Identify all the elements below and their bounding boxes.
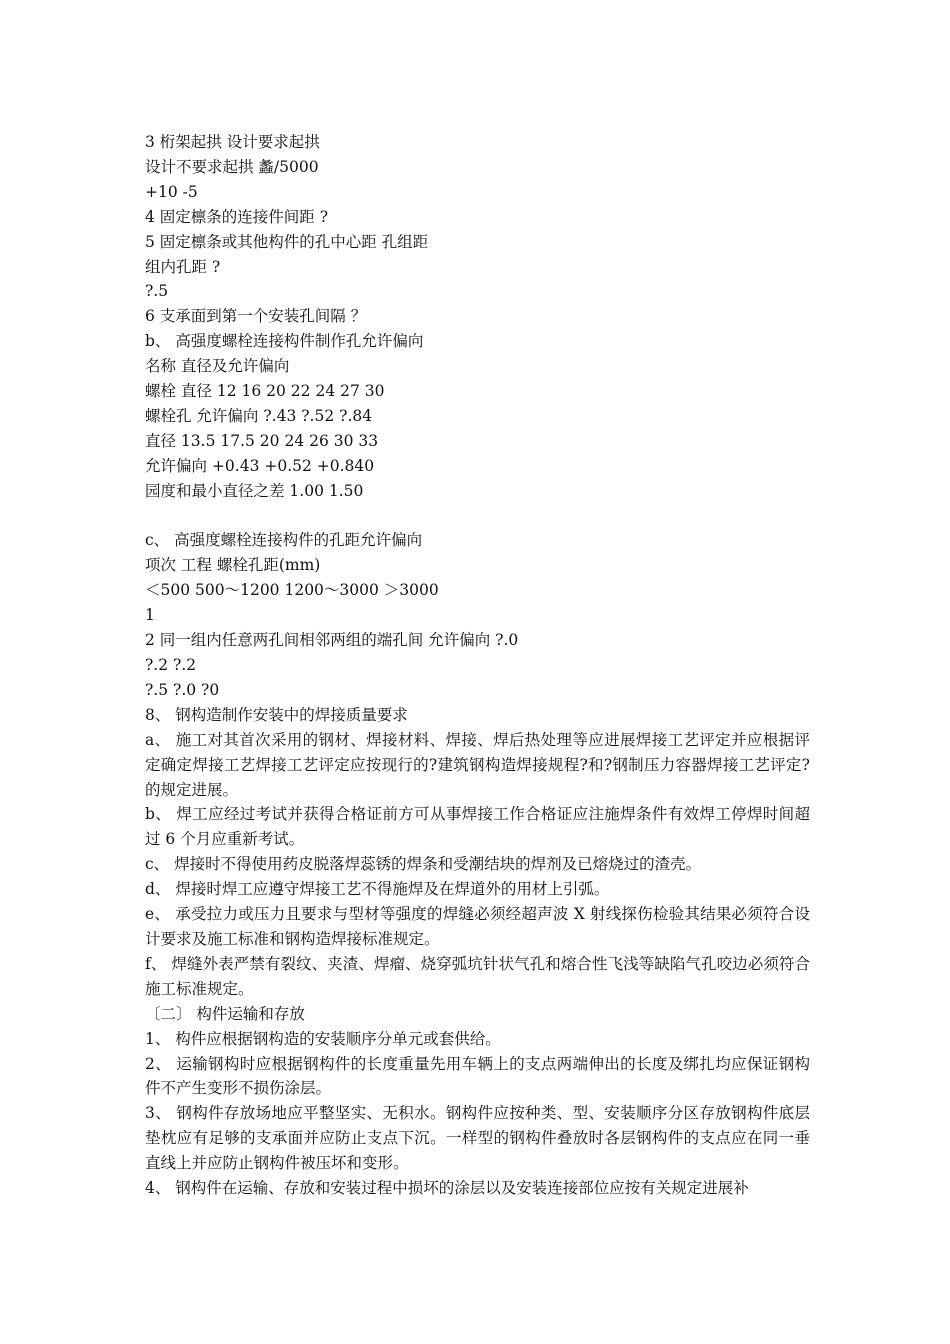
text-line: ?.5	[145, 282, 169, 301]
section-heading-8: 8、 钢构造制作安装中的焊接质量要求	[145, 705, 408, 724]
text-line: 6 支承面到第一个安装孔间隔 ？	[145, 307, 367, 326]
paragraph: c、 焊接时不得使用药皮脱落焊蕊锈的焊条和受潮结块的焊剂及已熔烧过的渣壳。	[145, 855, 702, 874]
text-line: 5 固定檩条或其他构件的孔中心距 孔组距	[145, 232, 429, 251]
paragraph: b、 焊工应经过考试并获得合格证前方可从事焊接工作合格证应注施焊条件有效焊工停焊时间超过 6 个月应重新考试。	[145, 805, 810, 849]
paragraph: e、 承受拉力或压力且要求与型材等强度的焊缝必须经超声波 X 射线探伤检验其结果必须符合设计要求及施工标准和钢构造焊接标准规定。	[145, 905, 810, 948]
paragraph: 2、 运输钢构时应根据钢构件的长度重量先用车辆上的支点两端伸出的长度及绑扎均应保证钢构件不产生变形不损伤涂层。	[145, 1054, 810, 1098]
paragraph: a、 施工对其首次采用的钢材、焊接材料、焊接、焊后热处理等应进展焊接工艺评定并应根据评定确定焊接工艺焊接工艺评定应按现行的?建筑钢构造焊接规程?和?钢制压力容器焊接工艺评定?的规定进展。	[145, 730, 810, 799]
paragraph: d、 焊接时焊工应遵守焊接工艺不得施焊及在焊道外的用材上引弧。	[145, 880, 610, 899]
table-line: 螺栓孔 允许偏向 ?.43 ?.52 ?.84	[145, 406, 373, 425]
text-line: 组内孔距 ?	[145, 257, 221, 276]
section-heading-b: b、 高强度螺栓连接构件制作孔允许偏向	[145, 332, 424, 351]
table-line: ?.5 ?.0 ?0	[145, 680, 220, 699]
table-line: 园度和最小直径之差 1.00 1.50	[145, 481, 364, 500]
table-line: 2 同一组内任意两孔间相邻两组的端孔间 允许偏向 ?.0	[145, 631, 519, 650]
section-heading-2: 〔二〕 构件运输和存放	[145, 1004, 305, 1023]
table-line: 1	[145, 606, 155, 625]
paragraph: 1、 构件应根据钢构造的安装顺序分单元或套供给。	[145, 1029, 501, 1048]
section-heading-c: c、 高强度螺栓连接构件的孔距允许偏向	[145, 531, 423, 550]
table-line: 螺栓 直径 12 16 20 22 24 27 30	[145, 382, 385, 401]
paragraph: 4、 钢构件在运输、存放和安装过程中损坏的涂层以及安装连接部位应按有关规定进展补	[145, 1179, 749, 1198]
table-line: ?.2 ?.2	[145, 656, 197, 675]
text-line: 3 桁架起拱 设计要求起拱	[145, 133, 320, 151]
text-line: +10 -5	[145, 182, 198, 201]
table-line: 允许偏向 +0.43 +0.52 +0.840	[145, 456, 375, 475]
text-line: 设计不要求起拱 蠡/5000	[145, 157, 319, 176]
blank-line	[145, 504, 810, 529]
text-line: 4 固定檩条的连接件间距 ?	[145, 207, 329, 226]
table-line: ＜500 500～1200 1200～3000 ＞3000	[145, 581, 439, 600]
table-header-line: 项次 工程 螺栓孔距(mm)	[145, 556, 321, 575]
paragraph: f、 焊缝外表严禁有裂纹、夹渣、焊瘤、烧穿弧坑针状气孔和熔合性飞浅等缺陷气孔咬边必须符合施工标准规定。	[145, 954, 810, 998]
paragraph: 3、 钢构件存放场地应平整坚实、无积水。钢构件应按种类、型、安装顺序分区存放钢构件底层垫枕应有足够的支承面并应防止支点下沉。一样型的钢构件叠放时各层钢构件的支点应在同一垂直线上并应防止钢构件被压坏和变形。	[145, 1104, 810, 1173]
table-line: 直径 13.5 17.5 20 24 26 30 33	[145, 431, 379, 450]
table-header-line: 名称 直径及允许偏向	[145, 357, 290, 376]
document-body	[145, 130, 810, 1201]
